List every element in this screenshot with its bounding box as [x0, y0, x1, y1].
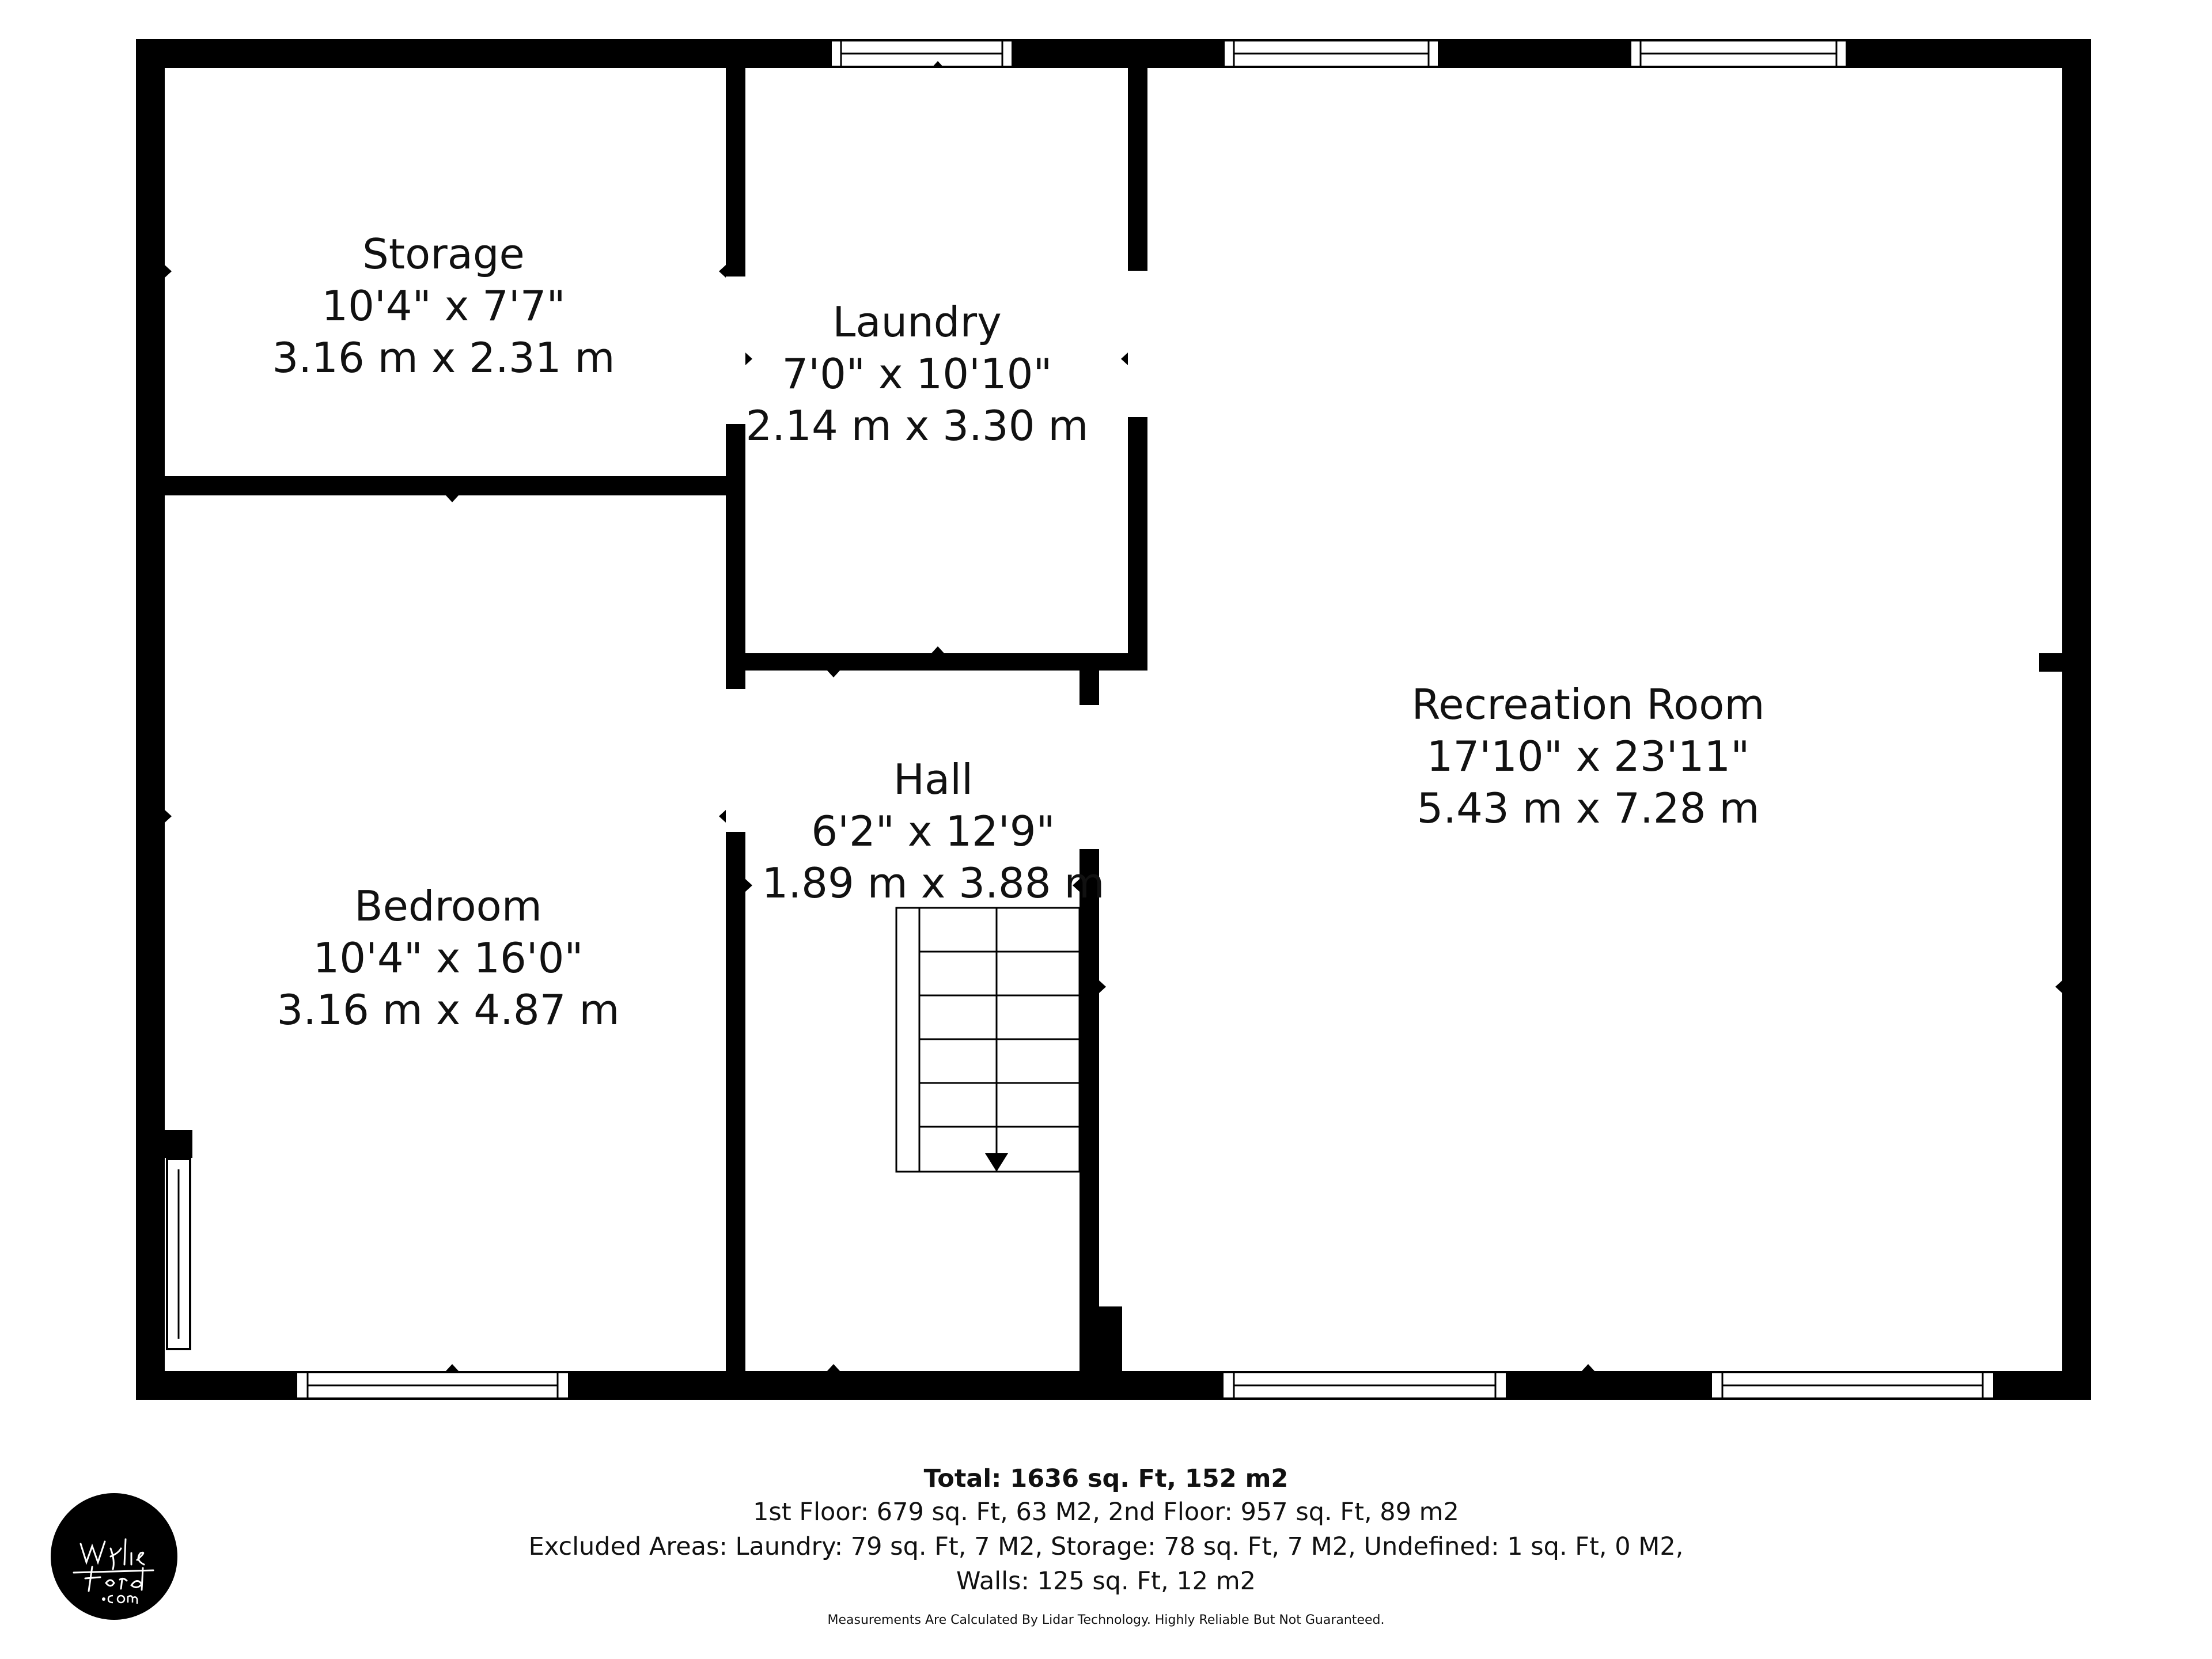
room-dimensions-imperial: 17'10" x 23'11": [1426, 732, 1750, 781]
window-bedroom-bottom: [296, 1372, 569, 1399]
room-name: Laundry: [832, 298, 1002, 346]
area-walls: Walls: 125 sq. Ft, 12 m2: [956, 1567, 1256, 1596]
room-label-laundry: [745, 298, 1088, 450]
room-label-bedroom: [276, 882, 619, 1034]
measurement-disclaimer: Measurements Are Calculated By Lidar Technology. Highly Reliable But Not Guaranteed.: [827, 1613, 1385, 1627]
window-recreation-bottom-right: [1711, 1372, 1994, 1399]
logo-mark-icon: [51, 1493, 177, 1620]
room-dimensions-metric: 3.16 m x 2.31 m: [272, 334, 615, 382]
bedroom-hall-opening: [724, 689, 748, 832]
laundry-recreation-opening: [1126, 271, 1150, 417]
room-dimensions-metric: 1.89 m x 3.88 m: [762, 859, 1105, 907]
room-name: Storage: [362, 230, 525, 278]
room-dimensions-metric: 2.14 m x 3.30 m: [745, 402, 1089, 450]
room-name: Bedroom: [354, 882, 542, 930]
right-wall: [2062, 39, 2091, 1400]
room-dimensions-imperial: 10'4" x 7'7": [321, 282, 566, 330]
room-label-recreation-room: [1412, 680, 1765, 832]
room-dimensions-metric: 3.16 m x 4.87 m: [276, 986, 620, 1034]
hall-recreation-opening: [1077, 705, 1101, 849]
room-label-storage: [272, 230, 615, 382]
area-total: Total: 1636 sq. Ft, 152 m2: [923, 1464, 1289, 1493]
room-label-hall: [762, 755, 1104, 907]
window-laundry-top: [831, 40, 1013, 67]
storage-laundry-opening: [724, 276, 748, 424]
window-bedroom-side: [167, 1159, 190, 1349]
recreation-wall-stub: [2039, 653, 2062, 672]
wylie-ford-logo: [51, 1493, 177, 1620]
room-dimensions-metric: 5.43 m x 7.28 m: [1416, 784, 1760, 832]
room-name: Recreation Room: [1411, 680, 1765, 729]
storage-bedroom-wall: [165, 476, 741, 495]
hall-wall-pillar: [1080, 1306, 1122, 1371]
room-dimensions-imperial: 6'2" x 12'9": [811, 807, 1055, 855]
area-floors: 1st Floor: 679 sq. Ft, 63 M2, 2nd Floor: 957 sq. Ft, 89 m2: [753, 1498, 1459, 1527]
window-recreation-bottom-left: [1222, 1372, 1507, 1399]
left-wall: [136, 39, 165, 1400]
room-dimensions-imperial: 10'4" x 16'0": [313, 934, 584, 982]
room-name: Hall: [893, 755, 974, 804]
room-dimensions-imperial: 7'0" x 10'10": [782, 350, 1052, 398]
area-excluded: Excluded Areas: Laundry: 79 sq. Ft, 7 M2, Storage: 78 sq. Ft, 7 M2, Undefined: 1 sq. Ft, 0 M2,: [528, 1532, 1684, 1561]
window-recreation-top-right: [1630, 40, 1847, 67]
staircase: [896, 908, 1080, 1172]
laundry-hall-wall: [745, 653, 1143, 671]
window-recreation-top-left: [1224, 40, 1439, 67]
bedroom-wall-stub: [165, 1130, 192, 1158]
